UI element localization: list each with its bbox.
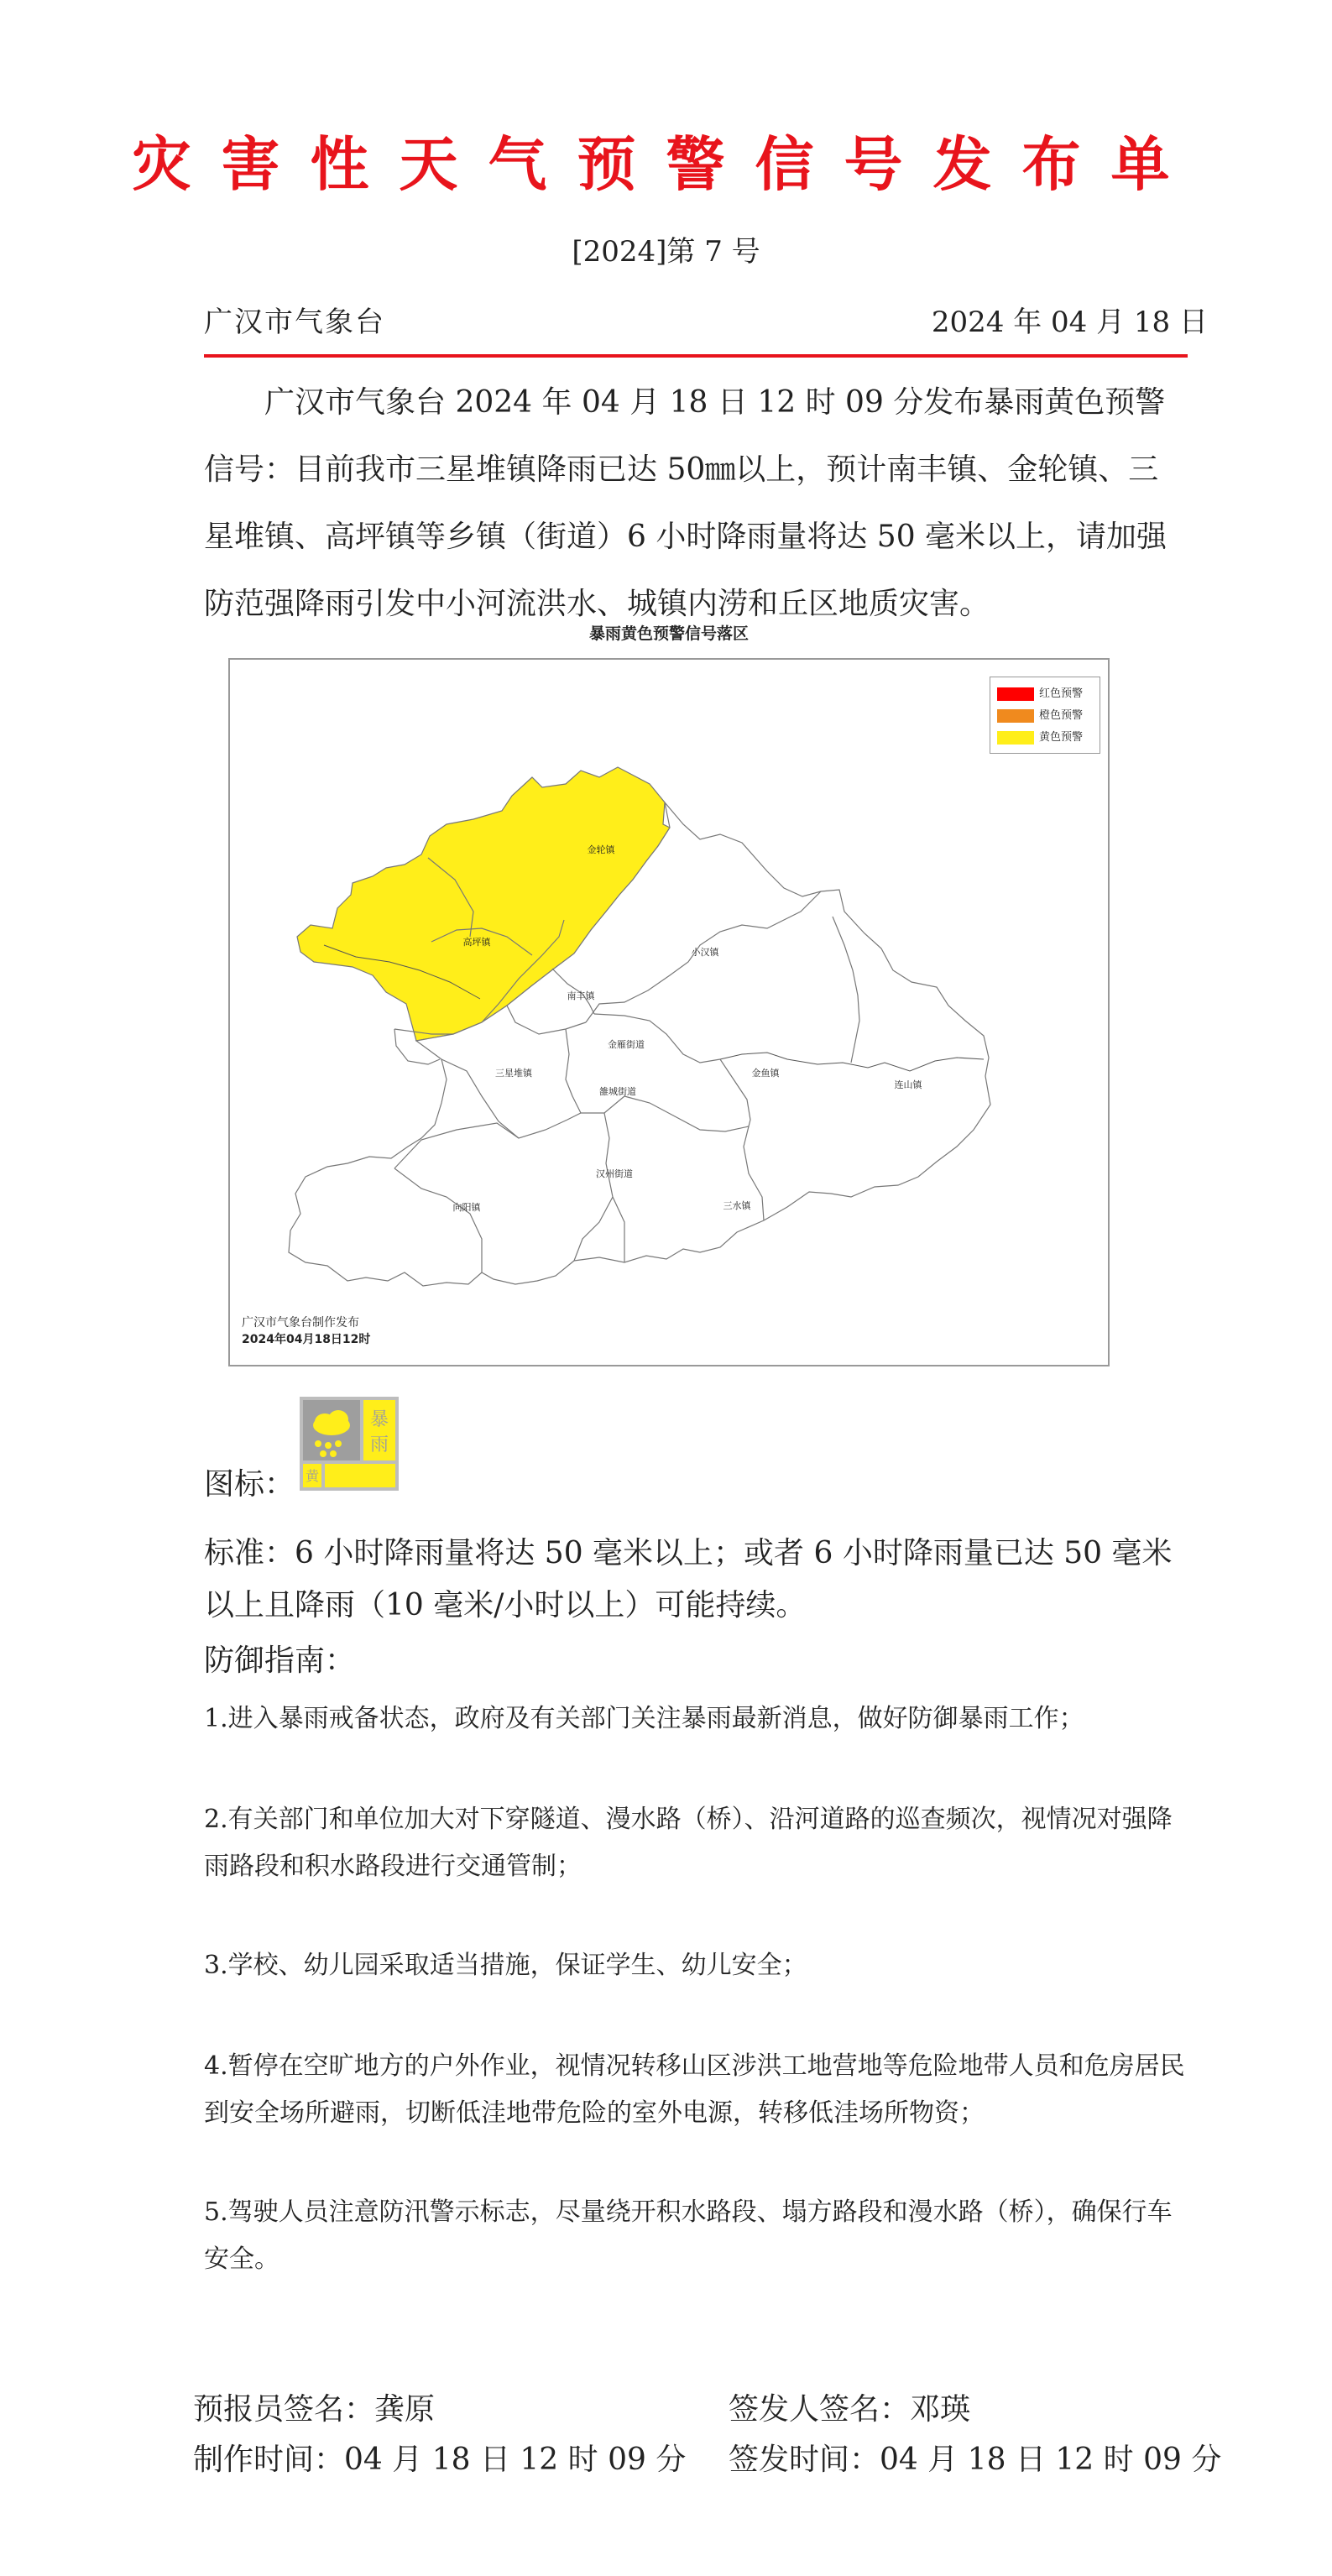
signal-icon-label: 图标： (204, 1467, 295, 1502)
area-label-jinyu: 金鱼镇 (751, 1068, 780, 1079)
legend-orange (997, 706, 1083, 723)
legend-label-orange: 橙色预警 (1039, 709, 1084, 722)
signal-svg (300, 1397, 399, 1491)
area-label-sanxingdui: 三星堆镇 (495, 1068, 532, 1079)
warning-paragraph (204, 369, 1188, 638)
area-label-nanfeng: 南丰镇 (567, 990, 595, 1001)
forecaster-signature: 预报员签名：龚原 (193, 2392, 436, 2427)
legend-yellow (997, 728, 1083, 745)
area-label-xiaohan: 小汉镇 (691, 947, 719, 958)
map-svg (230, 660, 1108, 1365)
issuing-organization: 广汉市气象台 (204, 306, 385, 339)
area-label-lianshan: 连山镇 (894, 1079, 922, 1090)
document-number: [2024]第 7 号 (572, 235, 760, 269)
legend-red (997, 684, 1083, 701)
issue-date: 2024 年 04 月 18 日 (931, 306, 1208, 339)
made-time: 制作时间：04 月 18 日 12 时 09 分 (193, 2443, 687, 2477)
legend-swatch-red (997, 687, 1034, 701)
issued-time: 签发时间：04 月 18 日 12 时 09 分 (729, 2443, 1222, 2477)
legend-swatch-yellow (997, 731, 1034, 745)
area-label-jinlun: 金轮镇 (587, 844, 615, 855)
map-credit (242, 1314, 370, 1348)
area-label-sanshui: 三水镇 (723, 1200, 751, 1211)
warning-map (228, 621, 1110, 1368)
area-label-xiangyang: 向阳镇 (452, 1202, 481, 1213)
issuer-signature: 签发人签名：邓瑛 (729, 2392, 971, 2427)
guide-item-4: 4.暂停在空旷地方的户外作业，视情况转移山区涉洪工地营地等危险地带人员和危房居民到安全场所避雨，切断低洼地带危险的室外电源，转移低洼场所物资； (204, 2051, 1185, 2128)
page-title: 灾害性天气预警信号发布单 (132, 129, 1200, 199)
guide-item-5: 5.驾驶人员注意防汛警示标志，尽量绕开积水路段、塌方路段和漫水路（桥），确保行车安全。 (204, 2197, 1173, 2274)
warning-standard: 标准：6 小时降雨量将达 50 毫米以上；或者 6 小时降雨量已达 50 毫米以上且降雨（10 毫米/小时以上）可能持续。 (204, 1536, 1173, 1622)
defense-guide-heading: 防御指南： (204, 1643, 356, 1678)
map-credit-line1: 广汉市气象台制作发布 (242, 1316, 359, 1330)
map-legend (990, 677, 1100, 754)
area-label-hanzhou: 汉州街道 (596, 1168, 633, 1179)
header-divider (204, 354, 1188, 358)
map-title: 暴雨黄色预警信号落区 (588, 624, 749, 643)
area-label-jinyan: 金雁街道 (608, 1039, 645, 1050)
signal-char-yu: 雨 (369, 1434, 389, 1455)
legend-swatch-orange (997, 709, 1034, 723)
warning-text: 广汉市气象台 2024 年 04 月 18 日 12 时 09 分发布暴雨黄色预警信号：目前我市三星堆镇降雨已达 50㎜以上，预计南丰镇、金轮镇、三星堆镇、高坪镇等乡镇（街道）6 小时降雨量将达 50 毫米以上，请加强防范强降雨引发中小河流洪水、城镇内涝和丘区地质灾害。 (204, 385, 1167, 621)
map-credit-line2: 2024年04月18日12时 (242, 1333, 371, 1346)
area-label-gaoping: 高坪镇 (462, 937, 491, 948)
signal-char-huang: 黄 (305, 1468, 320, 1484)
area-label-luocheng: 雒城街道 (599, 1086, 636, 1097)
guide-item-1: 1.进入暴雨戒备状态，政府及有关部门关注暴雨最新消息，做好防御暴雨工作； (204, 1704, 1084, 1733)
guide-item-2: 2.有关部门和单位加大对下穿隧道、漫水路（桥）、沿河道路的巡查频次，视情况对强降雨路段和积水路段进行交通管制； (204, 1805, 1173, 1881)
map-frame (228, 658, 1110, 1366)
guide-item-3: 3.学校、幼儿园采取适当措施，保证学生、幼儿安全； (204, 1951, 807, 1980)
legend-label-yellow: 黄色预警 (1039, 731, 1084, 744)
rainstorm-yellow-signal-icon (300, 1397, 399, 1491)
legend-label-red: 红色预警 (1039, 687, 1084, 700)
signal-char-bao: 暴 (369, 1409, 389, 1430)
